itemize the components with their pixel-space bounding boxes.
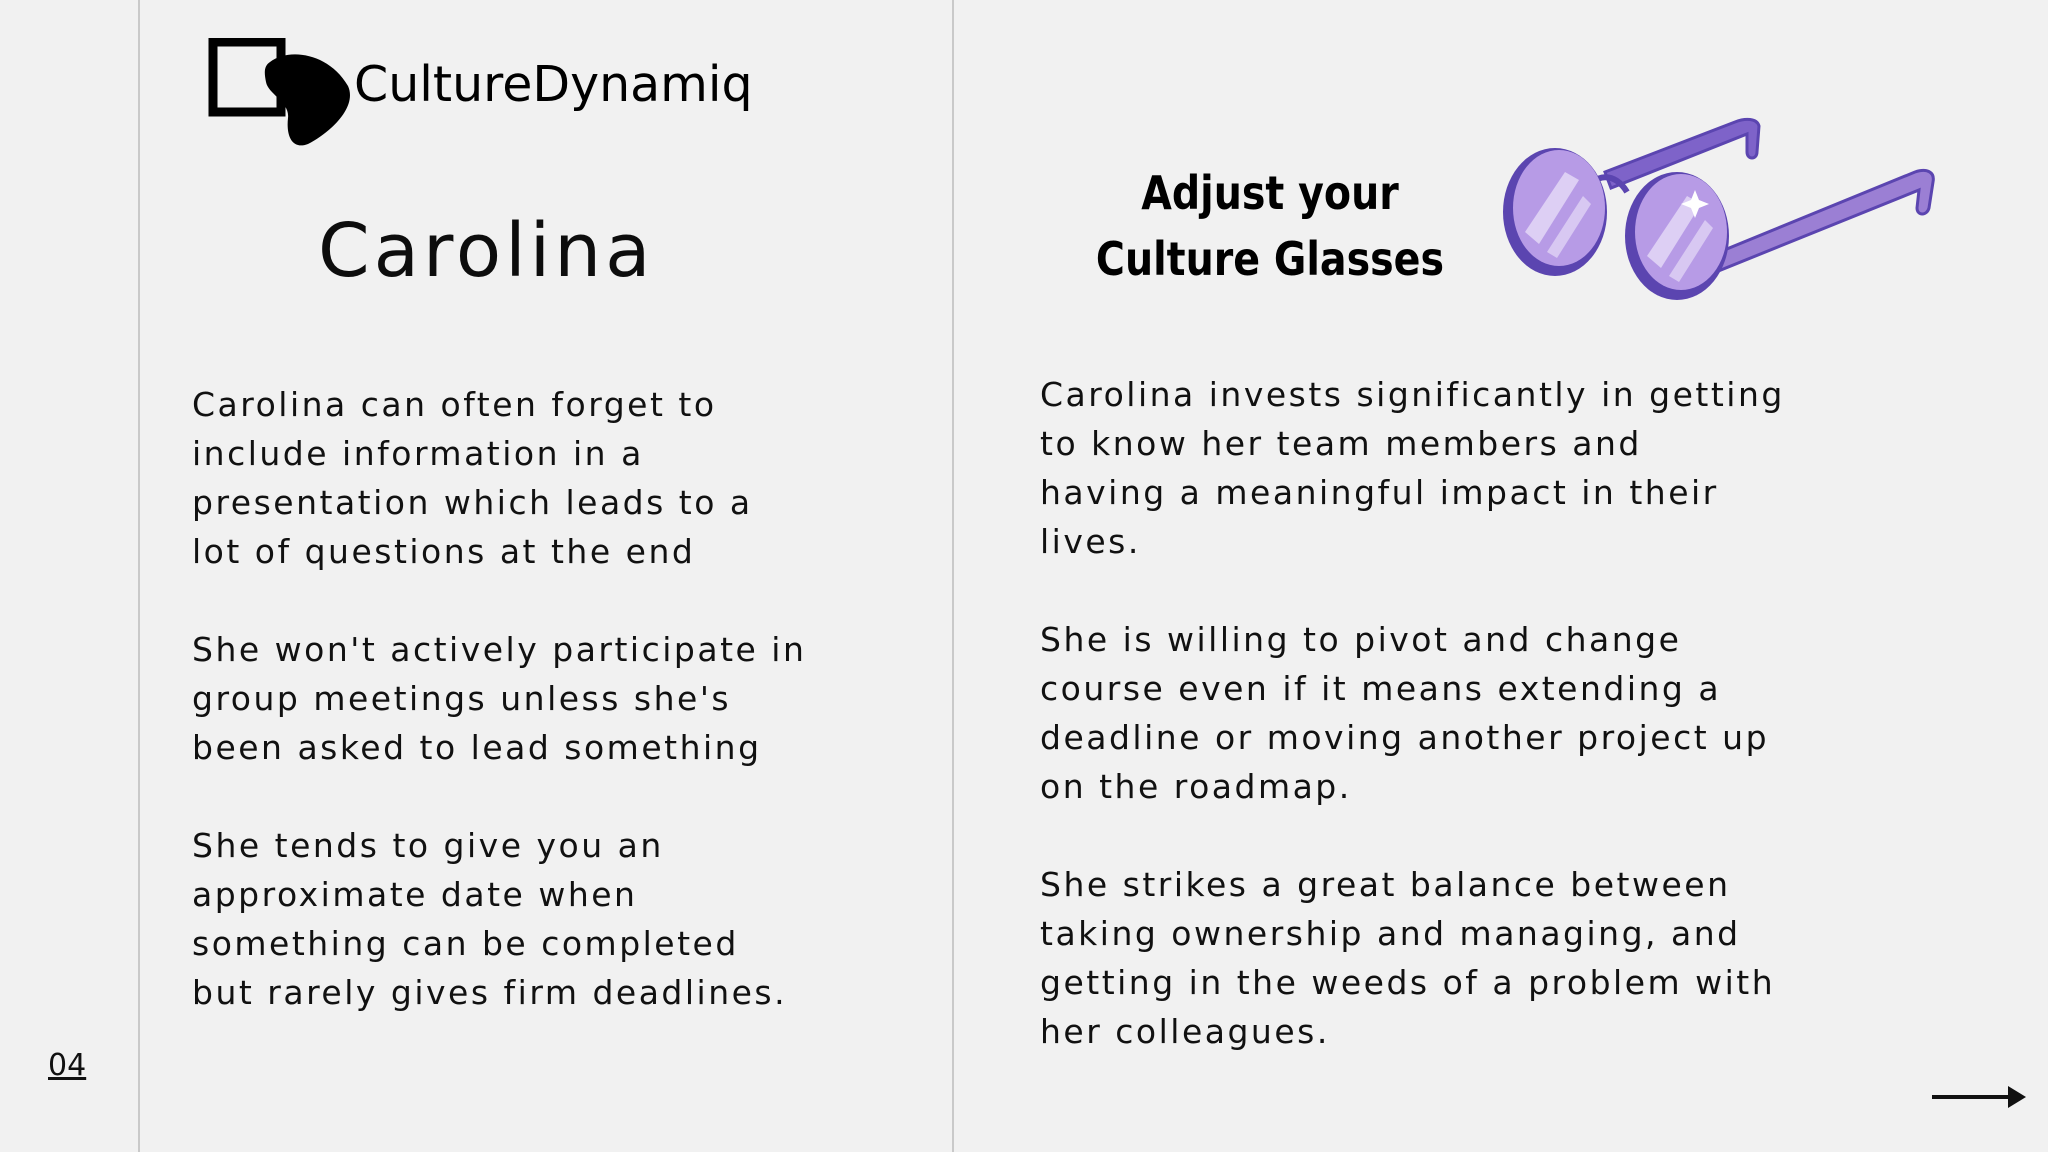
heading-line-2: Culture Glasses: [1095, 232, 1445, 286]
left-paragraph-3: She tends to give you an approximate date when something can be completed but rarely gives firm deadlines.: [192, 826, 788, 1012]
right-column-text: [1040, 370, 2040, 1105]
right-paragraph-1: Carolina invests significantly in getting to know her team members and having a meaningful impact in their lives.: [1040, 375, 1785, 561]
brand-logo: [208, 38, 768, 148]
logo-mark-icon: [208, 38, 358, 148]
sunglasses-icon: [1495, 112, 1935, 302]
left-column-text: [192, 380, 932, 1066]
profile-name-title: Carolina: [318, 208, 655, 294]
right-paragraph-3: She strikes a great balance between taking ownership and managing, and getting in the weeds of a problem with her colleagues.: [1040, 865, 1776, 1051]
center-divider-line: [952, 0, 954, 1152]
culture-glasses-heading: [1089, 160, 1450, 292]
right-paragraph-2: She is willing to pivot and change course even if it means extending a deadline or moving another project up on the roadmap.: [1040, 620, 1770, 806]
left-divider-line: [138, 0, 140, 1152]
left-paragraph-1: Carolina can often forget to include information in a presentation which leads to a lot of questions at the end: [192, 385, 753, 571]
arrow-right-icon[interactable]: [1928, 1080, 2028, 1114]
left-paragraph-2: She won't actively participate in group meetings unless she's been asked to lead something: [192, 630, 807, 767]
page-number: 04: [48, 1048, 87, 1083]
brand-name: CultureDynamiq: [354, 56, 753, 113]
heading-line-1: Adjust your: [1141, 166, 1399, 220]
